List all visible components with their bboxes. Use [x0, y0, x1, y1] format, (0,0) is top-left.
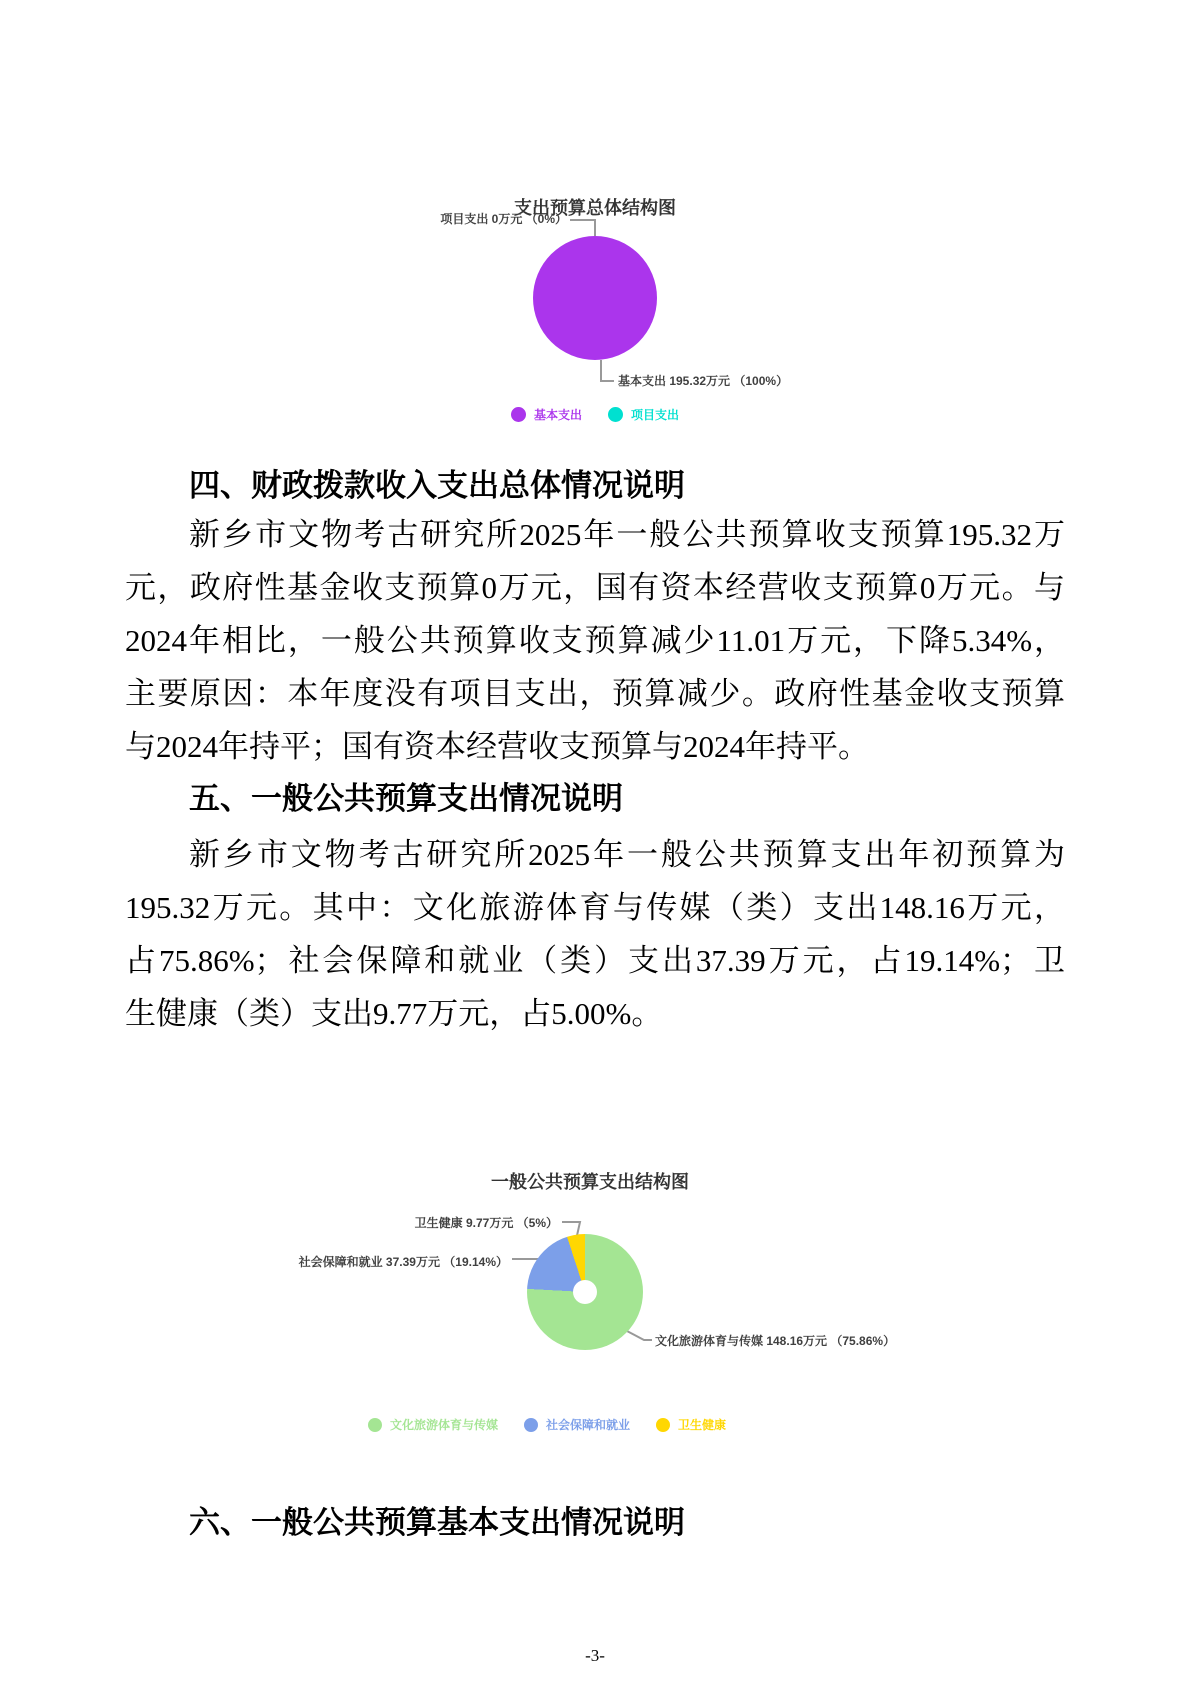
section-heading-6: 六、一般公共预算基本支出情况说明 [189, 1505, 685, 1540]
legend-label-health: 卫生健康 [678, 1418, 727, 1432]
legend-dot-project [608, 407, 623, 422]
body-line: 新乡市文物考古研究所2025年一般公共预算收支预算195.32万 [189, 517, 1065, 552]
pie-center-hole [573, 1280, 597, 1304]
legend-dot-basic [511, 407, 526, 422]
body-line: 新乡市文物考古研究所2025年一般公共预算支出年初预算为 [189, 837, 1065, 872]
chart-title: 一般公共预算支出结构图 [491, 1172, 689, 1192]
legend-dot-health [656, 1418, 670, 1432]
legend-label-basic: 基本支出 [533, 408, 582, 422]
paragraph-budget-expenditure [125, 828, 1065, 1040]
legend-dot-culture-tourism [368, 1418, 382, 1432]
legend-label-social-security: 社会保障和就业 [545, 1418, 630, 1432]
callout-culture-tourism: 文化旅游体育与传媒 148.16万元 （75.86%） [655, 1334, 896, 1348]
legend-item-health [656, 1416, 726, 1433]
body-line: 元，政府性基金收支预算0万元，国有资本经营收支预算0万元。与 [125, 570, 1065, 605]
body-line: 2024年相比，一般公共预算收支预算减少11.01万元，下降5.34%， [125, 623, 1065, 658]
total-expenditure-pie-chart [370, 188, 820, 438]
callout-project-expenditure: 项目支出 0万元 （0%） [440, 212, 567, 226]
callout-social-security: 社会保障和就业 37.39万元 （19.14%） [298, 1255, 508, 1269]
body-line: 主要原因：本年度没有项目支出，预算减少。政府性基金收支预算 [125, 676, 1065, 711]
legend-label-project: 项目支出 [631, 408, 680, 422]
legend-item-culture-tourism [368, 1416, 498, 1433]
paragraph-fiscal-overview [125, 508, 1065, 773]
body-line: 占75.86%；社会保障和就业（类）支出37.39万元，占19.14%；卫 [125, 943, 1065, 978]
chart-legend [280, 1416, 900, 1433]
section-heading-5: 五、一般公共预算支出情况说明 [189, 781, 623, 816]
body-line: 与2024年持平；国有资本经营收支预算与2024年持平。 [125, 729, 869, 764]
legend-item-basic [511, 406, 582, 423]
leader-line [600, 360, 614, 382]
callout-health: 卫生健康 9.77万元 （5%） [414, 1216, 558, 1230]
leader-line [570, 219, 596, 236]
legend-dot-social-security [524, 1418, 538, 1432]
body-line: 195.32万元。其中：文化旅游体育与传媒（类）支出148.16万元， [125, 890, 1065, 925]
chart-title: 支出预算总体结构图 [514, 198, 676, 218]
body-line: 生健康（类）支出9.77万元，占5.00%。 [125, 996, 663, 1031]
legend-item-social-security [524, 1416, 630, 1433]
legend-label-culture-tourism: 文化旅游体育与传媒 [389, 1418, 498, 1432]
section-heading-4: 四、财政拨款收入支出总体情况说明 [189, 468, 685, 503]
pie-basic-expenditure [533, 236, 657, 360]
general-budget-expenditure-pie-chart [280, 1158, 900, 1448]
legend-item-project [608, 406, 679, 423]
callout-basic-expenditure: 基本支出 195.32万元 （100%） [618, 374, 789, 388]
page-number: -3- [585, 1646, 605, 1665]
chart-legend [370, 406, 820, 423]
